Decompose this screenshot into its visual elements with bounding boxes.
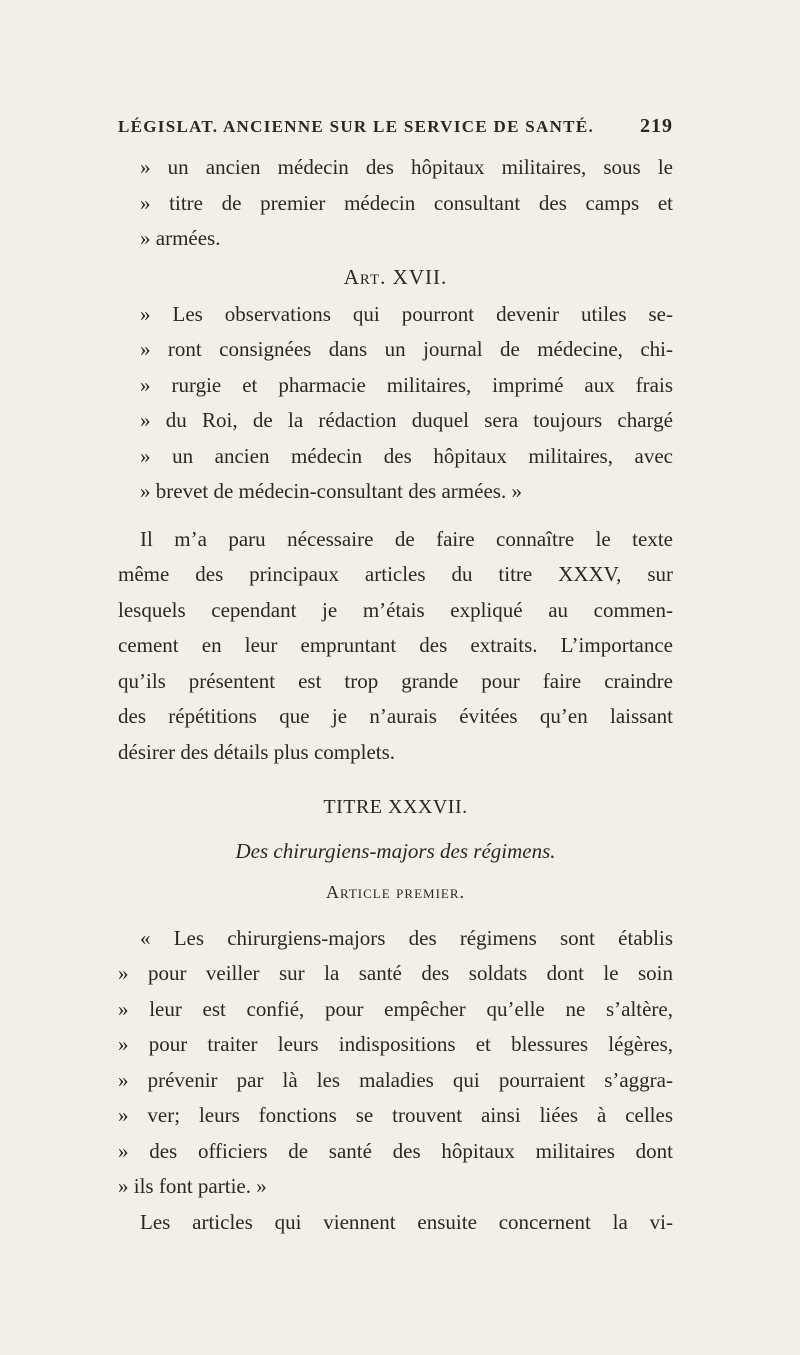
- page-number: 219: [640, 115, 673, 137]
- text-line: » ront consignées dans un journal de médecine, chi-: [140, 337, 673, 361]
- text-line: » du Roi, de la rédaction duquel sera toujours chargé: [140, 408, 673, 432]
- article-premier-heading: Article premier.: [325, 882, 466, 902]
- running-title: LÉGISLAT. ANCIENNE SUR LE SERVICE DE SANTÉ.: [118, 117, 595, 136]
- text-line: lesquels cependant je m’étais expliqué au commen-: [118, 597, 673, 622]
- running-header: [118, 115, 673, 145]
- text-line: » un ancien médecin des hôpitaux militaires, sous le: [140, 155, 673, 179]
- text-line: « Les chirurgiens-majors des régimens sont établis: [140, 925, 673, 950]
- text-line: » ver; leurs fonctions se trouvent ainsi liées à celles: [118, 1103, 673, 1127]
- text-line: » Les observations qui pourront devenir utiles se-: [140, 301, 673, 326]
- text-line: même des principaux articles du titre XXXV, sur: [118, 562, 673, 586]
- text-line: Il m’a paru nécessaire de faire connaître le texte: [140, 526, 673, 551]
- text-line: » pour traiter leurs indispositions et blessures légères,: [118, 1032, 673, 1056]
- text-line: » brevet de médecin-consultant des armées. »: [140, 479, 522, 503]
- text-line: » rurgie et pharmacie militaires, imprimé aux frais: [140, 372, 673, 397]
- text-line: » titre de premier médecin consultant des camps et: [140, 190, 673, 215]
- page-body: [118, 150, 673, 1240]
- titre-subtitle: Des chirurgiens-majors des régimens.: [235, 838, 556, 863]
- titre-heading: TITRE XXXVII.: [323, 796, 468, 818]
- text-line: » ils font partie. »: [118, 1174, 267, 1198]
- text-line: » pour veiller sur la santé des soldats dont le soin: [118, 961, 673, 985]
- text-line: » leur est confié, pour empêcher qu’elle ne s’altère,: [118, 996, 673, 1021]
- text-line: » armées.: [140, 226, 221, 250]
- text-line: désirer des détails plus complets.: [118, 739, 396, 764]
- text-line: des répétitions que je n’aurais évitées qu’en laissant: [118, 704, 673, 728]
- text-line: cement en leur empruntant des extraits. L’importance: [118, 633, 673, 657]
- text-line: qu’ils présentent est trop grande pour faire craindre: [118, 668, 673, 693]
- text-line: » des officiers de santé des hôpitaux militaires dont: [118, 1138, 673, 1163]
- text-line: Les articles qui viennent ensuite concernent la vi-: [140, 1209, 673, 1234]
- text-line: » un ancien médecin des hôpitaux militaires, avec: [140, 443, 673, 468]
- text-line: » prévenir par là les maladies qui pourraient s’aggra-: [118, 1067, 673, 1092]
- article-heading: Art. XVII.: [343, 264, 448, 289]
